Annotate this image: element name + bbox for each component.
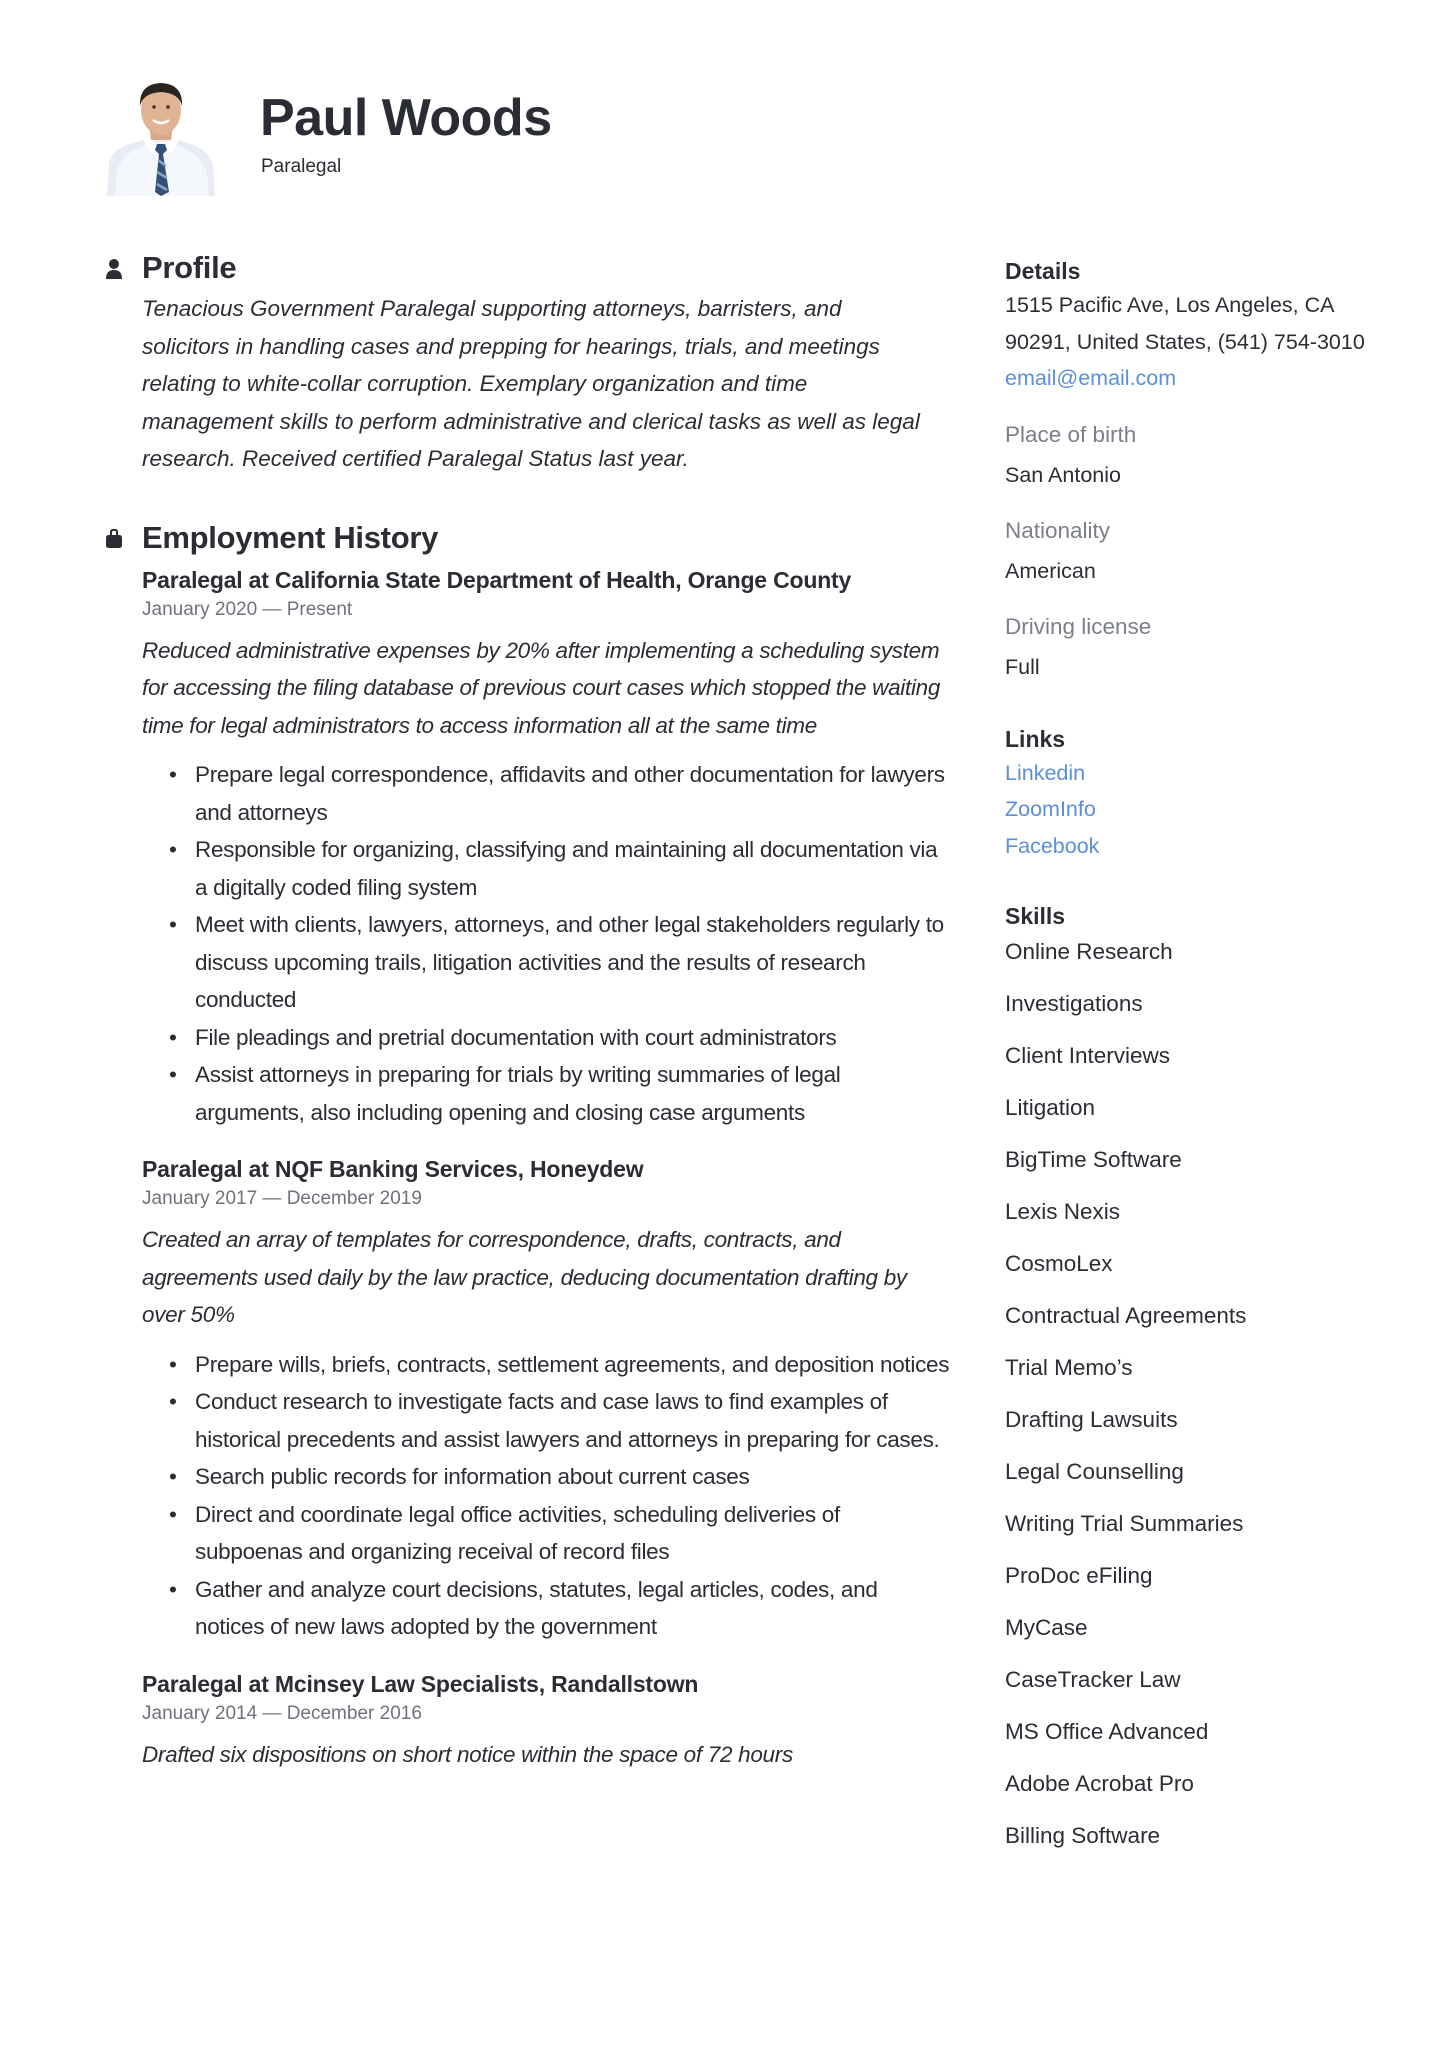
skills-section <box>1005 900 1385 1862</box>
sidebar <box>1005 255 1385 1862</box>
job-dates: January 2020 — Present <box>142 598 353 620</box>
job-summary: Reduced administrative expenses by 20% after implementing a scheduling system for accessing the filing database of previous court cases which stopped the waiting time for legal administrators to access information all at the same time <box>142 637 941 738</box>
skill-item: CaseTracker Law <box>1005 1667 1181 1692</box>
skill-item: Lexis Nexis <box>1005 1199 1121 1224</box>
skill-item: Online Research <box>1005 939 1173 964</box>
job-entry <box>142 564 952 1132</box>
skill-item: Writing Trial Summaries <box>1005 1511 1244 1536</box>
job-bullet: • Responsible for organizing, classifying and maintaining all documentation via a digitally coded filing system <box>195 831 952 906</box>
skill-item: Adobe Acrobat Pro <box>1005 1771 1194 1796</box>
skill-item: Litigation <box>1005 1095 1096 1120</box>
job-bullet: • Gather and analyze court decisions, statutes, legal articles, codes, and notices of new laws adopted by the government <box>195 1571 952 1646</box>
job-bullet: • File pleadings and pretrial documentation with court administrators <box>195 1019 952 1057</box>
skills-list <box>1005 926 1385 1862</box>
skill-item: Client Interviews <box>1005 1043 1171 1068</box>
skill-item: Investigations <box>1005 991 1143 1016</box>
links-heading: Links <box>1005 725 1066 752</box>
employment-heading: Employment History <box>142 519 439 555</box>
skill-item: Billing Software <box>1005 1823 1161 1848</box>
avatar-photo <box>105 80 217 196</box>
candidate-job-title: Paralegal <box>261 156 342 177</box>
job-bullet: • Search public records for information about current cases <box>195 1458 952 1496</box>
job-bullet-list <box>142 1346 952 1646</box>
skills-heading: Skills <box>1005 903 1066 929</box>
skill-item: Contractual Agreements <box>1005 1303 1247 1328</box>
skill-item: Drafting Lawsuits <box>1005 1407 1178 1432</box>
job-bullet: • Conduct research to investigate facts and case laws to find examples of historical precedents and assist lawyers and attorneys in preparing for cases. <box>195 1383 952 1458</box>
candidate-name: Paul Woods <box>260 89 552 147</box>
job-summary: Drafted six dispositions on short notice within the space of 72 hours <box>142 1741 793 1767</box>
driving-license-value: Full <box>1005 654 1040 679</box>
skill-item: Legal Counselling <box>1005 1459 1184 1484</box>
links-section <box>1005 723 1385 865</box>
skill-item: MS Office Advanced <box>1005 1719 1209 1744</box>
profile-summary: Tenacious Government Paralegal supporting attorneys, barristers, and solicitors in handling cases and prepping for hearings, trials, and meetings relating to white-collar corruption. Exemplary organization and time management skills to perform administrative and clerical tasks as well as legal research. Received certified Paralegal Status last year. <box>142 296 920 471</box>
main-column <box>105 250 955 1773</box>
job-summary: Created an array of templates for correspondence, drafts, contracts, and agreements used daily by the law practice, deducing documentation drafting by over 50% <box>142 1227 907 1327</box>
nationality-label: Nationality <box>1005 517 1111 543</box>
link-zoominfo[interactable]: ZoomInfo <box>1005 797 1096 821</box>
job-bullet: • Meet with clients, lawyers, attorneys, and other legal stakeholders regularly to discuss upcoming trails, litigation activities and the results of research conducted <box>195 906 952 1019</box>
skill-item: ProDoc eFiling <box>1005 1563 1153 1588</box>
job-bullet: • Assist attorneys in preparing for trials by writing summaries of legal arguments, also including opening and closing case arguments <box>195 1056 952 1131</box>
job-dates: January 2017 — December 2019 <box>142 1188 422 1209</box>
link-facebook[interactable]: Facebook <box>1005 833 1100 858</box>
skill-item: Trial Memo’s <box>1005 1355 1133 1380</box>
skill-item: BigTime Software <box>1005 1147 1182 1172</box>
job-title: Paralegal at NQF Banking Services, Honeydew <box>142 1156 644 1182</box>
job-dates: January 2014 — December 2016 <box>142 1702 422 1724</box>
employment-heading-row <box>105 520 955 560</box>
person-icon <box>105 258 123 280</box>
employment-history-section <box>105 520 955 1774</box>
link-linkedin[interactable]: Linkedin <box>1005 760 1086 785</box>
details-heading: Details <box>1005 258 1081 284</box>
nationality-value: American <box>1005 558 1096 583</box>
profile-heading: Profile <box>142 250 237 285</box>
job-entry <box>142 1153 952 1646</box>
job-title: Paralegal at California State Department of Health, Orange County <box>142 566 852 593</box>
details-section <box>1005 255 1385 685</box>
job-bullet: • Direct and coordinate legal office activities, scheduling deliveries of subpoenas and organizing receival of record files <box>195 1496 952 1571</box>
profile-section <box>105 250 955 478</box>
place-of-birth-value: San Antonio <box>1005 462 1121 487</box>
job-bullet: • Prepare wills, briefs, contracts, settlement agreements, and deposition notices <box>195 1346 952 1384</box>
job-title: Paralegal at Mcinsey Law Specialists, Randallstown <box>142 1670 699 1697</box>
job-entry <box>142 1668 952 1774</box>
driving-license-label: Driving license <box>1005 613 1152 639</box>
address-phone: 1515 Pacific Ave, Los Angeles, CA 90291, United States, (541) 754-3010 <box>1005 293 1365 354</box>
job-bullet: • Prepare legal correspondence, affidavits and other documentation for lawyers and attorneys <box>195 756 952 831</box>
briefcase-icon <box>105 528 123 550</box>
place-of-birth-label: Place of birth <box>1005 421 1137 447</box>
profile-heading-row <box>105 250 955 290</box>
job-list <box>105 564 955 1774</box>
skill-item: CosmoLex <box>1005 1251 1113 1276</box>
job-bullet-list <box>142 756 952 1131</box>
email-link[interactable]: email@email.com <box>1005 366 1177 390</box>
skill-item: MyCase <box>1005 1615 1088 1640</box>
